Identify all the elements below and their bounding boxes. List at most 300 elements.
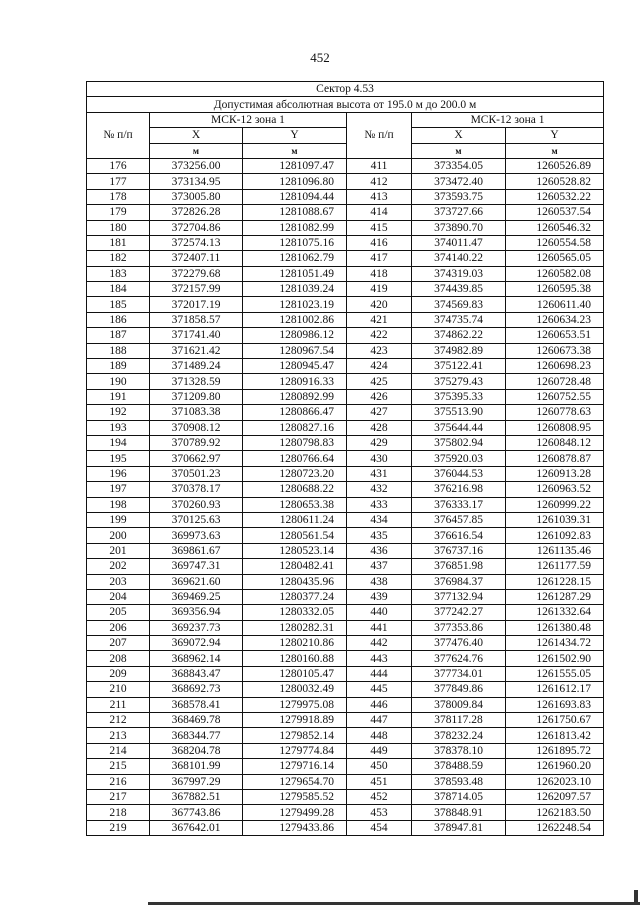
point-number-right: 447 [347,713,412,728]
point-number-left: 218 [87,805,150,820]
x-value-right: 373727.66 [412,205,506,220]
x-value-right: 377849.86 [412,682,506,697]
y-value-right: 1261555.05 [506,666,604,681]
y-value-left: 1281023.19 [243,297,347,312]
y-value-left: 1279774.84 [243,743,347,758]
x-value-left: 368101.99 [150,759,243,774]
table-body [87,158,604,835]
table-row [87,512,604,527]
point-number-right: 435 [347,528,412,543]
point-number-left: 193 [87,420,150,435]
x-value-left: 371489.24 [150,359,243,374]
y-value-right: 1261177.59 [506,559,604,574]
y-value-left: 1279975.08 [243,697,347,712]
table-row [87,759,604,774]
x-value-left: 371083.38 [150,405,243,420]
point-number-left: 177 [87,174,150,189]
y-value-left: 1280916.33 [243,374,347,389]
x-value-left: 373134.95 [150,174,243,189]
x-value-left: 368578.41 [150,697,243,712]
y-header-right: Y [506,128,604,143]
point-number-right: 452 [347,789,412,804]
unit-y-right: м [506,143,604,158]
point-number-right: 430 [347,451,412,466]
table-row [87,205,604,220]
point-number-left: 186 [87,312,150,327]
x-value-left: 369469.25 [150,589,243,604]
table-row [87,312,604,327]
x-value-right: 377476.40 [412,636,506,651]
point-number-right: 424 [347,359,412,374]
point-number-right: 442 [347,636,412,651]
y-value-right: 1260848.12 [506,435,604,450]
x-value-right: 378947.81 [412,820,506,835]
y-header-left: Y [243,128,347,143]
y-value-right: 1261693.83 [506,697,604,712]
x-value-left: 372574.13 [150,235,243,250]
y-value-left: 1280967.54 [243,343,347,358]
table-row [87,605,604,620]
x-value-right: 375644.44 [412,420,506,435]
table-row [87,666,604,681]
x-value-right: 373354.05 [412,158,506,173]
unit-x-left: м [150,143,243,158]
y-value-right: 1260532.22 [506,189,604,204]
x-value-left: 369861.67 [150,543,243,558]
y-value-right: 1261750.67 [506,713,604,728]
y-value-left: 1280798.83 [243,435,347,450]
point-number-right: 425 [347,374,412,389]
x-value-left: 372407.11 [150,251,243,266]
x-value-left: 369621.60 [150,574,243,589]
point-number-left: 214 [87,743,150,758]
x-value-left: 369973.63 [150,528,243,543]
y-value-left: 1280866.47 [243,405,347,420]
sector-title: Сектор 4.53 [87,82,604,97]
y-value-left: 1281039.24 [243,282,347,297]
y-value-left: 1281096.80 [243,174,347,189]
x-value-left: 367642.01 [150,820,243,835]
y-value-right: 1260537.54 [506,205,604,220]
point-number-left: 198 [87,497,150,512]
y-value-right: 1261813.42 [506,728,604,743]
table-row [87,435,604,450]
x-value-left: 367743.86 [150,805,243,820]
x-value-left: 368204.78 [150,743,243,758]
point-number-right: 453 [347,805,412,820]
x-value-left: 369356.94 [150,605,243,620]
point-number-right: 445 [347,682,412,697]
x-value-right: 377353.86 [412,620,506,635]
point-number-right: 436 [347,543,412,558]
unit-y-left: м [243,143,347,158]
x-value-right: 375122.41 [412,359,506,374]
x-value-left: 371741.40 [150,328,243,343]
y-value-right: 1262097.57 [506,789,604,804]
y-value-left: 1279852.14 [243,728,347,743]
table-row [87,189,604,204]
x-value-right: 373890.70 [412,220,506,235]
point-number-left: 207 [87,636,150,651]
x-value-left: 370662.97 [150,451,243,466]
x-value-left: 368344.77 [150,728,243,743]
point-number-right: 413 [347,189,412,204]
point-number-right: 429 [347,435,412,450]
x-value-left: 370501.23 [150,466,243,481]
x-value-left: 367882.51 [150,789,243,804]
table-row [87,482,604,497]
y-value-left: 1281088.67 [243,205,347,220]
y-value-left: 1280282.31 [243,620,347,635]
y-value-left: 1280688.22 [243,482,347,497]
point-number-left: 190 [87,374,150,389]
x-value-right: 374011.47 [412,235,506,250]
y-value-right: 1260752.55 [506,389,604,404]
y-value-right: 1262248.54 [506,820,604,835]
point-number-left: 199 [87,512,150,527]
x-value-left: 370789.92 [150,435,243,450]
x-value-right: 376851.98 [412,559,506,574]
y-value-right: 1260778.63 [506,405,604,420]
y-value-right: 1261039.31 [506,512,604,527]
point-number-left: 208 [87,651,150,666]
y-value-left: 1280766.64 [243,451,347,466]
y-value-left: 1280892.99 [243,389,347,404]
x-value-left: 373256.00 [150,158,243,173]
y-value-right: 1261135.46 [506,543,604,558]
x-value-left: 371621.42 [150,343,243,358]
y-value-right: 1260878.87 [506,451,604,466]
y-value-right: 1260728.48 [506,374,604,389]
point-number-right: 416 [347,235,412,250]
point-number-right: 419 [347,282,412,297]
table-row [87,574,604,589]
table-row [87,420,604,435]
point-number-left: 219 [87,820,150,835]
point-number-right: 439 [347,589,412,604]
x-value-right: 374862.22 [412,328,506,343]
table-row [87,220,604,235]
point-number-left: 195 [87,451,150,466]
y-value-right: 1260528.82 [506,174,604,189]
table-row [87,266,604,281]
point-number-left: 181 [87,235,150,250]
y-value-left: 1279433.86 [243,820,347,835]
point-number-left: 216 [87,774,150,789]
y-value-left: 1280611.24 [243,512,347,527]
x-value-left: 373005.80 [150,189,243,204]
table-row [87,528,604,543]
point-number-left: 215 [87,759,150,774]
table-row [87,713,604,728]
x-value-right: 374735.74 [412,312,506,327]
y-value-left: 1279654.70 [243,774,347,789]
point-number-left: 202 [87,559,150,574]
point-number-left: 184 [87,282,150,297]
table-row [87,343,604,358]
x-value-right: 374319.03 [412,266,506,281]
point-number-left: 209 [87,666,150,681]
x-value-right: 373593.75 [412,189,506,204]
y-value-right: 1260963.52 [506,482,604,497]
y-value-right: 1262023.10 [506,774,604,789]
y-value-left: 1281075.16 [243,235,347,250]
y-value-right: 1260582.08 [506,266,604,281]
y-value-left: 1280945.47 [243,359,347,374]
y-value-left: 1280827.16 [243,420,347,435]
point-number-right: 431 [347,466,412,481]
point-number-left: 205 [87,605,150,620]
x-value-right: 374140.22 [412,251,506,266]
x-value-left: 368469.78 [150,713,243,728]
table-row [87,374,604,389]
table-row [87,805,604,820]
y-value-left: 1280160.88 [243,651,347,666]
y-value-right: 1261287.29 [506,589,604,604]
point-number-right: 446 [347,697,412,712]
point-number-left: 182 [87,251,150,266]
x-value-left: 372826.28 [150,205,243,220]
point-number-left: 213 [87,728,150,743]
point-number-left: 201 [87,543,150,558]
y-value-right: 1262183.50 [506,805,604,820]
point-number-right: 434 [347,512,412,527]
point-number-left: 189 [87,359,150,374]
x-value-left: 370908.12 [150,420,243,435]
point-number-left: 188 [87,343,150,358]
y-value-left: 1279585.52 [243,789,347,804]
y-value-left: 1279918.89 [243,713,347,728]
x-value-right: 377624.76 [412,651,506,666]
table-row [87,466,604,481]
scan-edge-right [634,890,638,905]
table-row [87,389,604,404]
x-value-right: 378117.28 [412,713,506,728]
x-value-right: 376616.54 [412,528,506,543]
zone-header-right: МСК-12 зона 1 [412,112,604,127]
x-value-left: 372279.68 [150,266,243,281]
table-row [87,651,604,666]
table-row [87,405,604,420]
x-value-right: 376737.16 [412,543,506,558]
x-value-right: 373472.40 [412,174,506,189]
point-number-right: 427 [347,405,412,420]
point-number-right: 421 [347,312,412,327]
y-value-right: 1260565.05 [506,251,604,266]
x-value-right: 376984.37 [412,574,506,589]
y-value-left: 1280435.96 [243,574,347,589]
x-value-right: 374439.85 [412,282,506,297]
y-value-left: 1279716.14 [243,759,347,774]
x-value-left: 371858.57 [150,312,243,327]
x-value-right: 375920.03 [412,451,506,466]
zone-header-left: МСК-12 зона 1 [150,112,347,127]
table-row [87,451,604,466]
table-row [87,589,604,604]
y-value-right: 1260808.95 [506,420,604,435]
y-value-left: 1279499.28 [243,805,347,820]
y-value-left: 1280210.86 [243,636,347,651]
y-value-left: 1281082.99 [243,220,347,235]
x-value-left: 369237.73 [150,620,243,635]
x-value-right: 378488.59 [412,759,506,774]
y-value-left: 1281002.86 [243,312,347,327]
y-value-right: 1261960.20 [506,759,604,774]
y-value-right: 1260595.38 [506,282,604,297]
x-value-left: 370260.93 [150,497,243,512]
table-row [87,543,604,558]
table-row [87,789,604,804]
table-row [87,235,604,250]
y-value-right: 1261332.64 [506,605,604,620]
table-row [87,728,604,743]
table-row [87,359,604,374]
y-value-right: 1260673.38 [506,343,604,358]
x-value-right: 377734.01 [412,666,506,681]
y-value-right: 1260634.23 [506,312,604,327]
y-value-left: 1281097.47 [243,158,347,173]
x-value-left: 372704.86 [150,220,243,235]
point-number-right: 443 [347,651,412,666]
table-row [87,820,604,835]
y-value-left: 1280723.20 [243,466,347,481]
point-number-left: 194 [87,435,150,450]
table-row [87,620,604,635]
x-value-left: 368843.47 [150,666,243,681]
y-value-right: 1260611.40 [506,297,604,312]
y-value-right: 1261434.72 [506,636,604,651]
point-number-right: 422 [347,328,412,343]
point-number-left: 180 [87,220,150,235]
height-range: Допустимая абсолютная высота от 195.0 м до 200.0 м [87,97,604,112]
table-row [87,158,604,173]
y-value-right: 1260698.23 [506,359,604,374]
point-number-right: 449 [347,743,412,758]
table-row [87,682,604,697]
table-row [87,636,604,651]
point-number-right: 426 [347,389,412,404]
coordinates-table [86,81,604,836]
y-value-right: 1260913.28 [506,466,604,481]
x-value-left: 371209.80 [150,389,243,404]
point-number-left: 176 [87,158,150,173]
y-value-left: 1280653.38 [243,497,347,512]
num-header-left: № п/п [87,112,150,158]
point-number-left: 178 [87,189,150,204]
point-number-right: 417 [347,251,412,266]
point-number-left: 206 [87,620,150,635]
x-value-right: 378009.84 [412,697,506,712]
point-number-right: 451 [347,774,412,789]
point-number-left: 185 [87,297,150,312]
x-value-right: 378378.10 [412,743,506,758]
table-row [87,743,604,758]
x-value-left: 370378.17 [150,482,243,497]
point-number-left: 179 [87,205,150,220]
point-number-right: 418 [347,266,412,281]
y-value-left: 1280561.54 [243,528,347,543]
x-value-right: 375279.43 [412,374,506,389]
y-value-right: 1261380.48 [506,620,604,635]
table-row [87,559,604,574]
table-row [87,697,604,712]
y-value-left: 1280105.47 [243,666,347,681]
x-value-right: 376044.53 [412,466,506,481]
x-value-right: 376216.98 [412,482,506,497]
x-value-right: 376457.85 [412,512,506,527]
table-row [87,282,604,297]
point-number-right: 444 [347,666,412,681]
point-number-left: 211 [87,697,150,712]
point-number-right: 423 [347,343,412,358]
point-number-right: 441 [347,620,412,635]
y-value-right: 1260653.51 [506,328,604,343]
point-number-left: 203 [87,574,150,589]
y-value-left: 1280332.05 [243,605,347,620]
point-number-left: 192 [87,405,150,420]
x-value-left: 372017.19 [150,297,243,312]
y-value-left: 1281062.79 [243,251,347,266]
y-value-right: 1260526.89 [506,158,604,173]
x-value-right: 378848.91 [412,805,506,820]
page-number: 452 [310,50,330,65]
x-value-right: 377242.27 [412,605,506,620]
x-value-right: 375513.90 [412,405,506,420]
point-number-right: 412 [347,174,412,189]
y-value-left: 1280523.14 [243,543,347,558]
point-number-left: 212 [87,713,150,728]
x-value-left: 370125.63 [150,512,243,527]
x-value-right: 378232.24 [412,728,506,743]
point-number-right: 411 [347,158,412,173]
y-value-left: 1281094.44 [243,189,347,204]
point-number-left: 183 [87,266,150,281]
x-value-right: 376333.17 [412,497,506,512]
x-value-right: 375395.33 [412,389,506,404]
y-value-right: 1261228.15 [506,574,604,589]
point-number-left: 197 [87,482,150,497]
y-value-left: 1281051.49 [243,266,347,281]
x-header-right: X [412,128,506,143]
point-number-right: 432 [347,482,412,497]
table-row [87,497,604,512]
point-number-right: 414 [347,205,412,220]
table-row [87,174,604,189]
x-value-right: 377132.94 [412,589,506,604]
unit-x-right: м [412,143,506,158]
y-value-right: 1261502.90 [506,651,604,666]
x-value-left: 368962.14 [150,651,243,666]
table-row [87,297,604,312]
point-number-right: 440 [347,605,412,620]
point-number-right: 448 [347,728,412,743]
point-number-left: 196 [87,466,150,481]
point-number-left: 191 [87,389,150,404]
point-number-right: 450 [347,759,412,774]
y-value-right: 1261092.83 [506,528,604,543]
x-value-left: 372157.99 [150,282,243,297]
x-value-left: 369747.31 [150,559,243,574]
y-value-right: 1260999.22 [506,497,604,512]
point-number-right: 437 [347,559,412,574]
num-header-right: № п/п [347,112,412,158]
table-row [87,251,604,266]
point-number-left: 204 [87,589,150,604]
y-value-left: 1280986.12 [243,328,347,343]
x-value-left: 368692.73 [150,682,243,697]
x-header-left: X [150,128,243,143]
x-value-right: 378714.05 [412,789,506,804]
